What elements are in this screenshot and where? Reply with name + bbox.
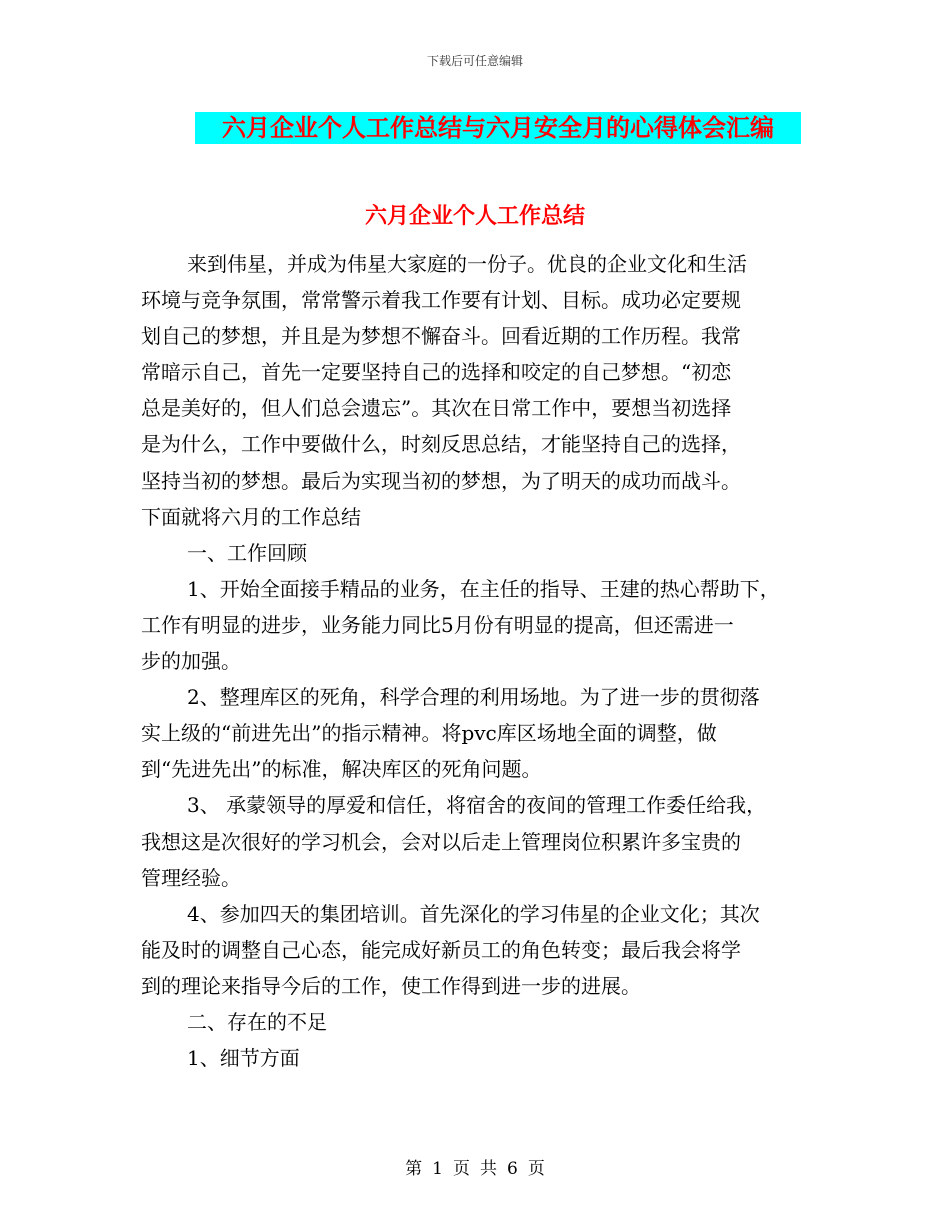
section-heading-shortcomings: 二、存在的不足 xyxy=(187,1009,327,1034)
body-line: 划自己的梦想，并且是为梦想不懈奋斗。回看近期的工作历程。我常 xyxy=(141,324,741,349)
page-label: 第 xyxy=(405,1159,423,1179)
total-label: 共 xyxy=(480,1159,497,1179)
body-line: 总是美好的，但人们总会遗忘”。其次在日常工作中，要想当初选择 xyxy=(141,396,732,421)
body-line: 1、细节方面 xyxy=(187,1046,300,1071)
body-line: 实上级的“前进先出”的指示精神。将pvc库区场地全面的调整，做 xyxy=(141,721,717,746)
section-title: 六月企业个人工作总结 xyxy=(364,204,585,229)
page-unit: 页 xyxy=(453,1159,470,1179)
body-line: 是为什么，工作中要做什么，时刻反思总结，才能坚持自己的选择， xyxy=(141,432,741,457)
page-total: 6 xyxy=(507,1159,518,1179)
page-current: 1 xyxy=(432,1159,443,1179)
document-main-title: 六月企业个人工作总结与六月安全月的心得体会汇编 xyxy=(195,112,801,144)
body-line: 1、开始全面接手精品的业务，在主任的指导、王建的热心帮助下， xyxy=(187,576,780,601)
page-footer xyxy=(0,1154,950,1179)
body-line: 环境与竞争氛围，常常警示着我工作要有计划、目标。成功必定要规 xyxy=(141,288,741,313)
body-line: 3、 承蒙领导的厚爱和信任，将宿舍的夜间的管理工作委任给我， xyxy=(187,793,767,818)
body-line: 4、参加四天的集团培训。首先深化的学习伟星的企业文化；其次 xyxy=(187,901,760,926)
total-unit: 页 xyxy=(527,1159,545,1179)
body-line: 坚持当初的梦想。最后为实现当初的梦想，为了明天的成功而战斗。 xyxy=(141,468,741,493)
body-line: 常暗示自己，首先一定要坚持自己的选择和咬定的自己梦想。“初恋 xyxy=(141,360,732,385)
body-line: 到的理论来指导今后的工作，使工作得到进一步的进展。 xyxy=(141,973,641,998)
body-line: 来到伟星，并成为伟星大家庭的一份子。优良的企业文化和生活 xyxy=(187,252,747,276)
body-line: 工作有明显的进步，业务能力同比5月份有明显的提高，但还需进一 xyxy=(141,612,734,637)
body-line: 我想这是次很好的学习机会，会对以后走上管理岗位积累许多宝贵的 xyxy=(141,829,741,854)
body-line: 管理经验。 xyxy=(141,865,241,890)
document-body xyxy=(141,246,813,1076)
body-line: 到“先进先出”的标准，解决库区的死角问题。 xyxy=(141,757,542,782)
body-line: 下面就将六月的工作总结 xyxy=(141,504,361,529)
page-header: 下载后可任意编辑 xyxy=(426,54,523,68)
section-heading-review: 一、工作回顾 xyxy=(187,540,307,565)
body-line: 2、整理库区的死角，科学合理的利用场地。为了进一步的贯彻落 xyxy=(187,685,760,710)
body-line: 步的加强。 xyxy=(141,649,241,674)
body-line: 能及时的调整自己心态，能完成好新员工的角色转变；最后我会将学 xyxy=(141,937,741,962)
